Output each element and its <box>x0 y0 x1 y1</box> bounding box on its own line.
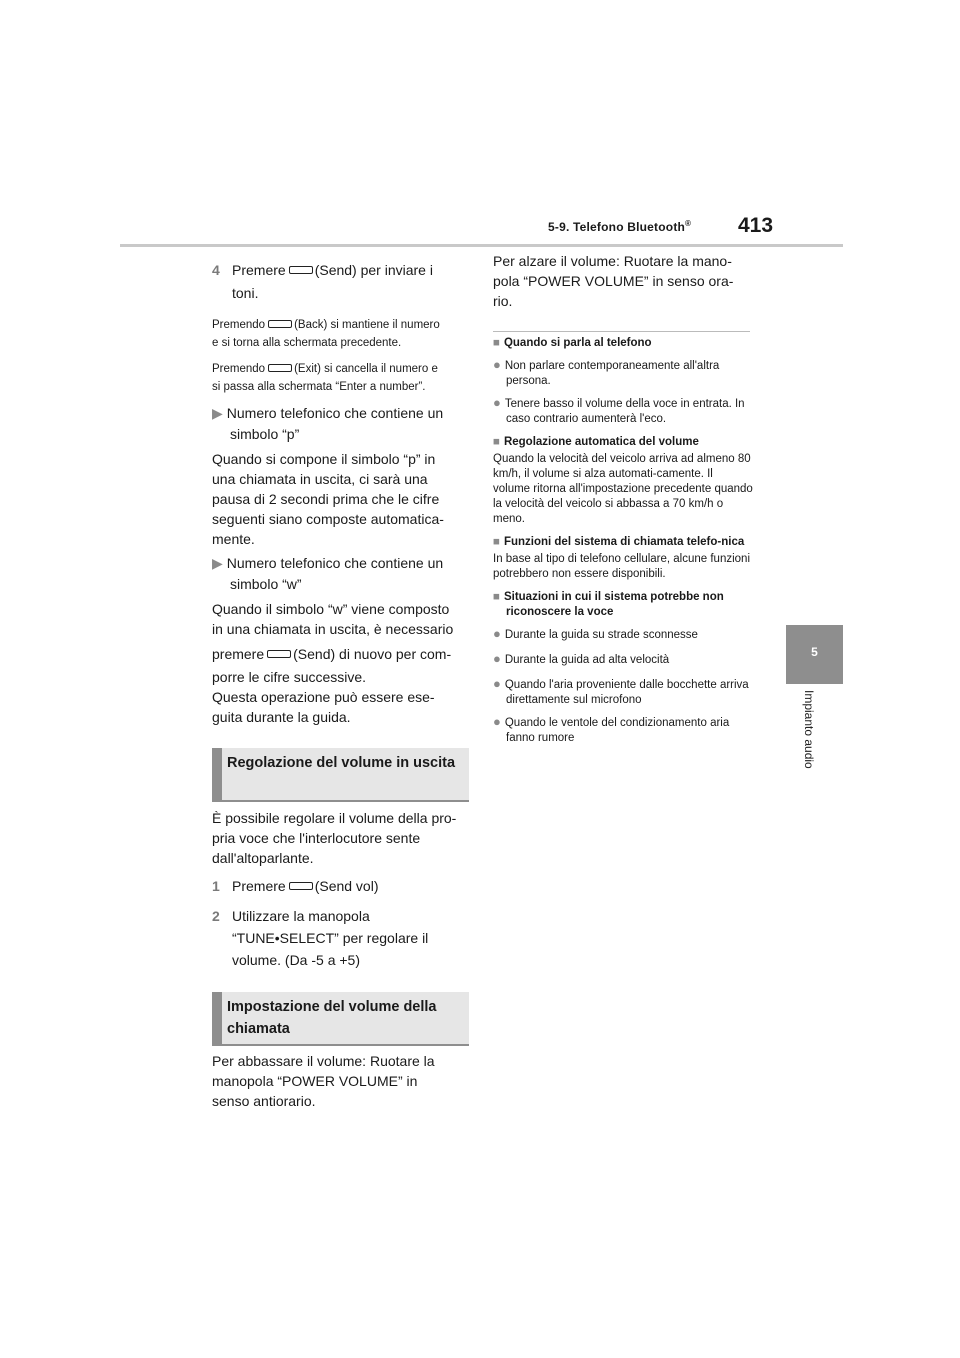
para-volume-out: È possibile regolare il volume della pro- pria voce che l'interlocutore sente dall'altoparlante. <box>212 810 457 866</box>
bullet-icon: ● <box>493 676 501 691</box>
note-heading: ■ Quando si parla al telefono <box>493 337 652 349</box>
send-button-icon <box>267 650 291 658</box>
step-2-cont: “TUNE•SELECT” per regolare il volume. (Da -5 a +5) <box>232 930 429 968</box>
bullet-item: ● Quando l'aria proveniente dalle bocchette arriva direttamente sul microfono <box>493 676 749 706</box>
sub-heading-w-cont: simbolo “w” <box>230 576 302 592</box>
chapter-number: 5 <box>811 645 818 659</box>
para-w: Quando il simbolo “w” viene composto in una chiamata in uscita, è necessario <box>212 601 454 637</box>
step-4: 4 Premere (Send) per inviare i <box>212 262 433 278</box>
bullet-icon: ● <box>493 357 501 372</box>
triangle-icon: ▶ <box>212 555 223 571</box>
send-vol-button-icon <box>289 882 313 890</box>
para-w-line3: premere (Send) di nuovo per com- <box>212 646 452 662</box>
bullet-icon: ● <box>493 714 501 729</box>
section-heading-volume-out: Regolazione del volume in uscita <box>212 748 469 802</box>
note-text: Quando la velocità del veicolo arriva ad almeno 80 km/h, il volume si alza automati-camente. Il volume ritorna all'impostazione precedente quando la velocità del veicolo si abbassa a 70 km/h o meno. <box>493 453 753 525</box>
bullet-icon: ● <box>493 626 501 641</box>
right-divider <box>493 331 750 332</box>
note-exit-cont: si passa alla schermata “Enter a number”. <box>212 381 426 393</box>
square-icon: ■ <box>493 591 500 603</box>
square-icon: ■ <box>493 536 500 548</box>
sub-heading-p-cont: simbolo “p” <box>230 426 300 442</box>
section-heading-call-volume: Impostazione del volume della chiamata <box>212 992 469 1046</box>
bullet-item: ● Durante la guida ad alta velocità <box>493 651 670 666</box>
para-volume-up: Per alzare il volume: Ruotare la mano- pola “POWER VOLUME” in senso ora- rio. <box>493 253 734 309</box>
para-w-rest: porre le cifre successive. Questa operazione può essere ese- guita durante la guida. <box>212 669 435 725</box>
bullet-icon: ● <box>493 651 501 666</box>
send-button-icon <box>289 266 313 274</box>
step-1: 1 Premere (Send vol) <box>212 878 379 894</box>
para-call-volume: Per abbassare il volume: Ruotare la manopola “POWER VOLUME” in senso antiorario. <box>212 1053 435 1109</box>
step-2: 2 Utilizzare la manopola <box>212 908 370 924</box>
bullet-item: ● Durante la guida su strade sconnesse <box>493 626 698 641</box>
note-heading: ■ Funzioni del sistema di chiamata telefo-nica <box>493 536 745 548</box>
bullet-item: ● Tenere basso il volume della voce in entrata. In caso contrario aumenterà l'eco. <box>493 395 745 425</box>
section-title: 5-9. Telefono Bluetooth® <box>548 219 692 234</box>
note-text: In base al tipo di telefono cellulare, alcune funzioni potrebbero non essere disponibili. <box>493 553 751 580</box>
right-notes <box>493 336 753 746</box>
page-number: 413 <box>738 214 774 237</box>
back-button-icon <box>268 320 292 328</box>
note-back: Premendo (Back) si mantiene il numero <box>212 319 440 331</box>
triangle-icon: ▶ <box>212 405 223 421</box>
note-heading: ■ Regolazione automatica del volume <box>493 436 699 448</box>
note-heading: ■ Situazioni in cui il sistema potrebbe non riconoscere la voce <box>493 591 724 618</box>
note-back-cont: e si torna alla schermata precedente. <box>212 337 402 349</box>
header-divider <box>120 244 843 247</box>
sub-heading-p: ▶ Numero telefonico che contiene un <box>212 405 444 421</box>
step-4-cont: toni. <box>232 285 259 301</box>
bullet-item: ● Quando le ventole del condizionamento aria fanno rumore <box>493 714 730 744</box>
para-p: Quando si compone il simbolo “p” in una chiamata in uscita, ci sarà una pausa di 2 secondi prima che le cifre seguenti siano composte automatica- mente. <box>212 451 444 547</box>
square-icon: ■ <box>493 337 500 349</box>
sub-heading-w: ▶ Numero telefonico che contiene un <box>212 555 444 571</box>
bullet-item: ● Non parlare contemporaneamente all'altra persona. <box>493 357 720 387</box>
chapter-label: Impianto audio <box>802 690 816 769</box>
bullet-icon: ● <box>493 395 501 410</box>
square-icon: ■ <box>493 436 500 448</box>
exit-button-icon <box>268 364 292 372</box>
note-exit: Premendo (Exit) si cancella il numero e <box>212 363 438 375</box>
